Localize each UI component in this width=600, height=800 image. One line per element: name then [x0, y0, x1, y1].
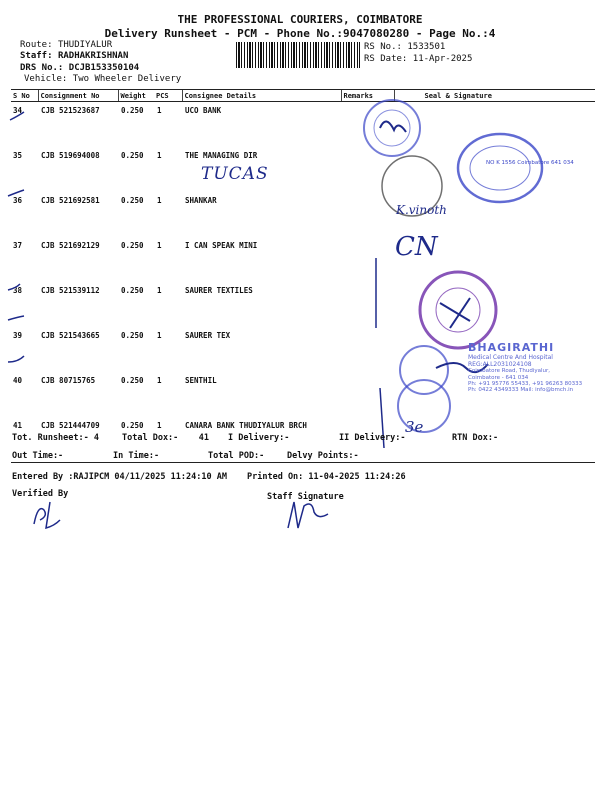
hospital-ph2: Ph: 0422 4349333 Mail: info@bmch.in [468, 387, 574, 394]
cell-weight: 0.250 [121, 286, 144, 295]
tick-icon [8, 356, 24, 362]
staff-line: Staff: RADHAKRISHNAN [20, 51, 129, 61]
cell-consignee: THE MANAGING DIR [185, 151, 258, 160]
col-seal: Seal & Signature [394, 90, 595, 102]
col-remarks: Remarks [341, 90, 394, 102]
staff-signature-icon [282, 498, 342, 534]
saurer-seal-icon [420, 272, 496, 348]
cell-consignee: SAURER TEXTILES [185, 286, 253, 295]
cell-weight: 0.250 [121, 241, 144, 250]
cell-weight: 0.250 [121, 106, 144, 115]
drs-line: DRS No.: DCJB153350104 [20, 63, 140, 73]
hospital-addr1: Coimbatore Road, Thudiyalur, [468, 368, 551, 375]
cell-pcs: 1 [157, 106, 162, 115]
hospital-name: BHAGIRATHI [468, 341, 555, 354]
cell-pcs: 1 [154, 417, 182, 463]
hospital-reg: REG:ALL2031024108 [468, 360, 532, 368]
handwritten-row41: 3e [405, 418, 424, 436]
verified-by: Verified By [12, 489, 69, 499]
cell-sno: 41 [11, 417, 38, 463]
cell-sno: 37 [13, 241, 23, 250]
cell-consignment: CJB 521692581 [41, 196, 100, 205]
col-consignee: Consignee Details [182, 90, 341, 102]
ii-delivery: II Delivery:- [339, 433, 406, 443]
cell-consignee: SAURER TEX [185, 331, 231, 340]
cell-consignment: CJB 521539112 [41, 286, 100, 295]
staff-signature: Staff Signature [267, 492, 344, 502]
col-weight: Weight [118, 90, 154, 102]
tick-icon [10, 112, 24, 120]
cell-pcs: 1 [157, 241, 162, 250]
in-time: In Time:- [113, 451, 160, 461]
cell-consignment: CJB 80715765 [41, 376, 96, 385]
cell-consignee: SENTHIL [185, 376, 217, 385]
seal-signature-overlay [340, 88, 600, 448]
runsheet-subtitle: Delivery Runsheet - PCM - Phone No.:9047080280 - Page No.:4 [104, 27, 496, 40]
col-sno: S No [11, 90, 38, 102]
cell-weight: 0.250 [121, 331, 144, 340]
cell-sno: 40 [13, 376, 23, 385]
handwritten-cn: CN [395, 232, 438, 262]
cell-consignee: CANARA BANK THUDIYALUR BRCH [182, 417, 341, 463]
cell-weight: 0.250 [121, 151, 144, 160]
hospital-addr2: Coimbatore - 641 034 [468, 374, 529, 381]
total-pod: Total POD:- [208, 451, 265, 461]
cell-consignee: I CAN SPEAK MINI [185, 241, 258, 250]
tick-icon [8, 316, 24, 320]
cell-consignment: CJB 521523687 [41, 106, 100, 115]
hospital-ph1: Ph: +91 95776 55433, +91 96263 80333 [468, 381, 583, 388]
handwritten-kvinoth: K.vinoth [396, 203, 447, 217]
rtn-dox: RTN Dox:- [452, 433, 499, 443]
cell-sno: 38 [13, 286, 23, 295]
cell-weight: 0.250 [121, 196, 144, 205]
cell-pcs: 1 [157, 151, 162, 160]
tick-marks [4, 100, 34, 440]
cell-pcs: 1 [157, 331, 162, 340]
cell-consignee: SHANKAR [185, 196, 217, 205]
cell-weight: 0.250 [121, 376, 144, 385]
rs-no-line: RS No.: 1533501 [364, 42, 446, 52]
hospital-sub: Medical Centre And Hospital [468, 353, 553, 361]
total-dox: Total Dox:- 41 [122, 433, 210, 443]
tot-runsheet: Tot. Runsheet:- 4 [12, 433, 99, 443]
cell-consignment: CJB 521692129 [41, 241, 100, 250]
vehicle-line: Vehicle: Two Wheeler Delivery [24, 74, 182, 84]
printed-on: Printed On: 11-04-2025 11:24:26 [247, 472, 406, 482]
out-time: Out Time:- [12, 451, 64, 461]
coop-seal-text: NO K 1556 Coimbatore 641 034 [486, 160, 574, 166]
handwritten-tucas: TUCAS [201, 164, 269, 184]
coop-seal-icon [458, 134, 542, 202]
verified-signature-icon [26, 496, 76, 530]
company-title: THE PROFESSIONAL COURIERS, COIMBATORE [177, 13, 423, 26]
cell-consignment: CJB 519694008 [41, 151, 100, 160]
cell-weight: 0.250 [118, 417, 154, 463]
col-pcs: PCS [154, 90, 182, 102]
cell-pcs: 1 [157, 196, 162, 205]
col-consignment: Consignment No [38, 90, 118, 102]
cell-sno: 34 [13, 106, 23, 115]
signature-row34-icon [380, 121, 406, 132]
rs-date-line: RS Date: 11-Apr-2025 [364, 54, 473, 64]
cell-sno: 35 [13, 151, 23, 160]
runsheet-barcode [236, 42, 360, 68]
tick-icon [8, 284, 20, 290]
i-delivery: I Delivery:- [228, 433, 290, 443]
cell-pcs: 1 [157, 376, 162, 385]
tick-icon [8, 190, 24, 196]
cell-consignment: CJB 521543665 [41, 331, 100, 340]
cell-consignee: UCO BANK [185, 106, 222, 115]
entered-by: Entered By :RAJIPCM 04/11/2025 11:24:10 AM [12, 472, 227, 482]
cell-consignment: CJB 521444709 [38, 417, 118, 463]
hospital-stamp-text [468, 342, 598, 394]
cell-sno: 39 [13, 331, 23, 340]
route-line: Route: THUDIYALUR [20, 40, 113, 50]
delvy-points: Delvy Points:- [287, 451, 359, 461]
cell-sno: 36 [13, 196, 23, 205]
cell-pcs: 1 [157, 286, 162, 295]
